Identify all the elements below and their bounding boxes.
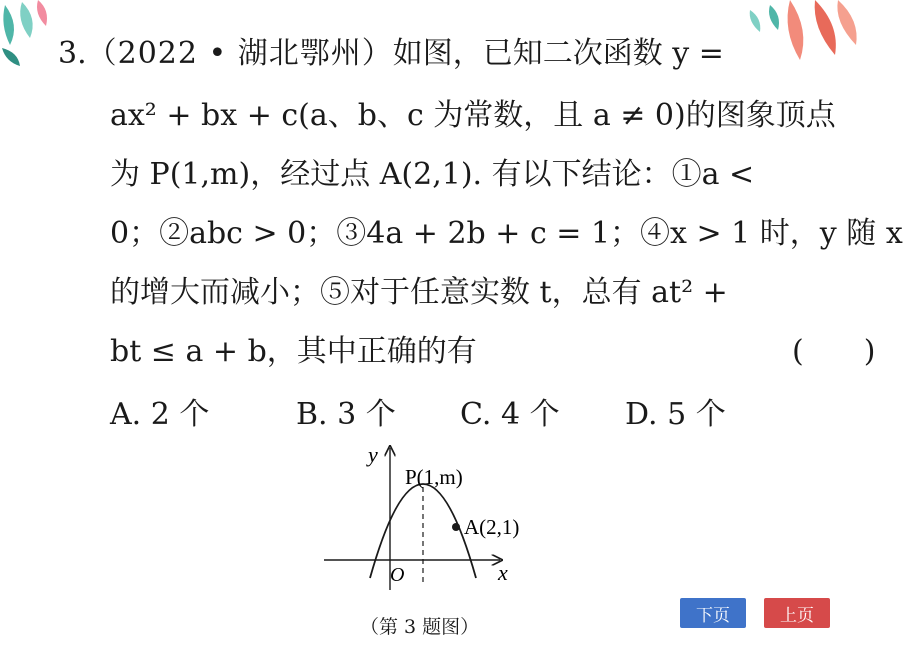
option-text: 4 个	[500, 397, 560, 432]
option-d[interactable]	[625, 395, 726, 435]
parabola-figure	[310, 440, 560, 600]
option-text: 2 个	[150, 397, 210, 432]
question-number: 3.	[58, 36, 87, 71]
option-label: D.	[625, 397, 658, 432]
origin-label: O	[390, 564, 405, 586]
figure-caption: （第 3 题图）	[360, 616, 480, 638]
question-text-1: 如图，已知二次函数 y =	[392, 36, 724, 71]
y-axis-label: y	[368, 442, 378, 467]
question-source: （2022 • 湖北鄂州）	[86, 36, 393, 71]
vertex-label: P(1,m)	[405, 465, 463, 489]
next-page-button[interactable]: 下页	[680, 598, 746, 628]
option-c[interactable]	[460, 395, 560, 435]
x-axis-label: x	[498, 560, 508, 585]
option-label: A.	[110, 397, 142, 432]
question-line-6	[110, 332, 876, 372]
prev-page-button[interactable]: 上页	[764, 598, 830, 628]
question-line-4: 0；②abc > 0；③4a + 2b + c = 1；④x > 1 时，y 随 x	[110, 216, 903, 251]
answer-blank: ( )	[792, 334, 876, 369]
option-a[interactable]	[110, 395, 209, 435]
question-text-6: bt ≤ a + b，其中正确的有	[110, 334, 477, 369]
question-line-5: 的增大而减小；⑤对于任意实数 t，总有 at² +	[110, 275, 728, 310]
option-text: 3 个	[337, 397, 396, 432]
option-b[interactable]	[296, 395, 396, 435]
option-label: B.	[296, 397, 328, 432]
question-line-3: 为 P(1,m)，经过点 A(2,1). 有以下结论：①a <	[110, 157, 755, 192]
option-text: 5 个	[667, 397, 726, 432]
point-a-dot	[452, 523, 460, 531]
point-a-label: A(2,1)	[464, 515, 520, 539]
question-line-1	[58, 34, 818, 74]
question-line-2: ax² + bx + c(a、b、c 为常数，且 a ≠ 0)的图象顶点	[110, 98, 836, 133]
option-label: C.	[460, 397, 492, 432]
